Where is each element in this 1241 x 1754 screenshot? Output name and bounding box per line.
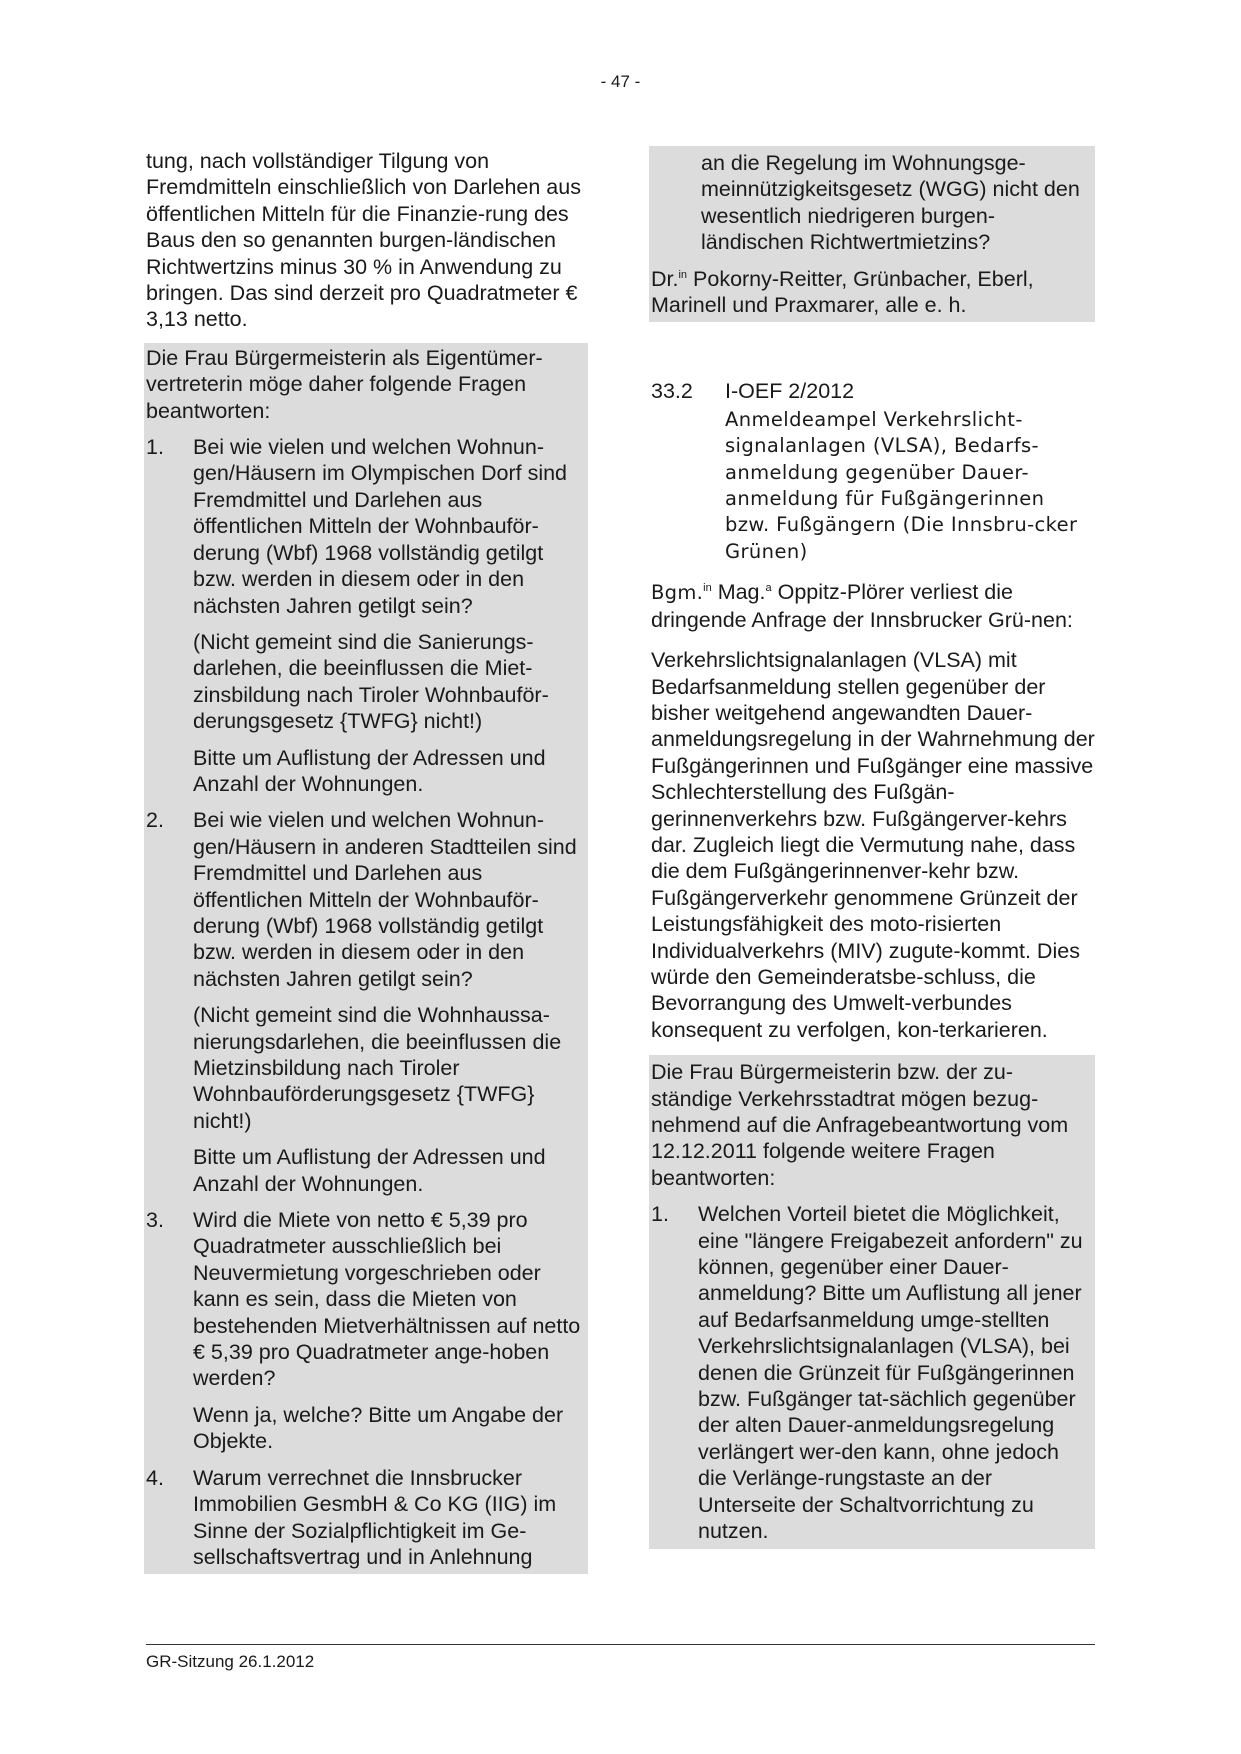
question-note: Wenn ja, welche? Bitte um Angabe der Objekte.	[193, 1402, 564, 1454]
question-extra: Bitte um Auflistung der Adressen und Anzahl der Wohnungen.	[193, 1145, 546, 1196]
question-text: Welchen Vorteil bietet die Möglichkeit, eine "längere Freigabezeit anfordern" zu können, gegenüber einer Dauer-anmeldung? Bitte um Auflistung all jener auf Bedarfsanmeldung umge-stellten Verkehrslichtsignalanlagen (VLSA), bei denen die Grünzeit für Fußgängerinnen bzw. Fußgänger tat-sächlich gegenüber der alten Dauer-anmeldungsregelung verlängert wer-den kann, ohne jedoch die Verlänge-rungstaste an der Unterseite der Schaltvorrichtung zu nutzen.	[698, 1202, 1083, 1544]
question-item	[146, 807, 586, 1197]
signers-sup: in	[678, 268, 688, 281]
question-number: 1.	[146, 435, 164, 460]
mayor-line	[651, 579, 1095, 633]
question-item	[146, 434, 586, 797]
question-item	[651, 1201, 1093, 1544]
question-number: 1.	[651, 1202, 669, 1227]
question-number: 4.	[146, 1465, 164, 1490]
page-number: - 47 -	[600, 72, 641, 91]
question-number: 2.	[146, 808, 164, 833]
bgm-sup: in	[703, 582, 712, 595]
right-continuation-box	[649, 146, 1095, 322]
signers-line	[651, 266, 1093, 319]
bgm-rest: Oppitz-Plörer verliest die dringende Anfrage der Innsbrucker Grü-nen:	[651, 580, 1073, 632]
right-request-text: Die Frau Bürgermeisterin bzw. der zu-ständige Verkehrsstadtrat mögen bezug-nehmend auf die Anfragebeantwortung vom 12.12.2011 folgende weitere Fragen beantworten:	[651, 1060, 1069, 1190]
bgm-sup: a	[765, 582, 772, 595]
question-note: (Nicht gemeint sind die Wohnhaussa-nierungsdarlehen, die beeinflussen die Mietzinsbildung nach Tiroler Wohnbauförderungsgesetz {TWFG} nicht!)	[193, 1003, 562, 1133]
signers-names: Pokorny-Reitter, Grünbacher, Eberl, Marinell und Praxmarer, alle e. h.	[651, 266, 1034, 318]
signers-prefix: Dr.	[651, 266, 679, 291]
question-text: Bei wie vielen und welchen Wohnun-gen/Häusern in anderen Stadtteilen sind Fremdmittel und Darlehen aus öffentlichen Mitteln der Wohnbauför-derung (Wbf) 1968 vollständig getilgt bzw. werden in diesem oder in den nächsten Jahren getilgt sein?	[193, 808, 577, 991]
left-request-text: Die Frau Bürgermeisterin als Eigentümer-vertreterin möge daher folgende Fragen beantworten:	[146, 345, 543, 423]
section-heading	[651, 378, 1095, 404]
left-request-box	[144, 343, 588, 1574]
continuation-text: an die Regelung im Wohnungsge-meinnützigkeitsgesetz (WGG) nicht den wesentlich niedrigeren burgen-ländischen Richtwertmietzins?	[701, 151, 1080, 255]
body-paragraph: Verkehrslichtsignalanlagen (VLSA) mit Bedarfsanmeldung stellen gegenüber der bisher weitgehend angewandten Dauer-anmeldungsregelung in der Wahrnehmung der Fußgängerinnen und Fußgänger eine massive Schlechterstellung des Fußgän-gerinnenverkehrs bzw. Fußgängerver-kehrs dar. Zugleich liegt die Vermutung nahe, dass die dem Fußgängerinnenver-kehr bzw. Fußgängerverkehr genommene Grünzeit der Leistungsfähigkeit des moto-risierten Individualverkehrs (MIV) zugute-kommt. Dies würde den Gemeinderatsbe-schluss, die Bevorrangung des Umwelt-verbundes konsequent zu verfolgen, kon-terkarieren.	[651, 648, 1095, 1042]
bgm-prefix: Bgm.	[651, 581, 704, 605]
right-column	[651, 146, 1095, 1549]
question-item	[146, 1465, 586, 1571]
question-item	[146, 1207, 586, 1455]
question-number: 3.	[146, 1208, 164, 1233]
footer-text: GR-Sitzung 26.1.2012	[146, 1652, 315, 1671]
right-request-box	[649, 1055, 1095, 1548]
question-extra: Bitte um Auflistung der Adressen und Anzahl der Wohnungen.	[193, 745, 546, 796]
footer-divider	[146, 1644, 1095, 1645]
left-intro-paragraph: tung, nach vollständiger Tilgung von Fremdmitteln einschließlich von Darlehen aus öffentlichen Mitteln für die Finanzie-rung des Baus den so genannten burgen-ländischen Richtwertzins minus 30 % in Anwendung zu bringen. Das sind derzeit pro Quadratmeter € 3,13 netto.	[146, 149, 581, 332]
bgm-mid: Mag.	[711, 580, 766, 605]
section-number: 33.2	[651, 379, 693, 404]
left-column	[146, 148, 588, 1574]
question-text: Warum verrechnet die Innsbrucker Immobilien GesmbH & Co KG (IIG) im Sinne der Sozialpflichtigkeit im Ge-sellschaftsvertrag und in Anlehnung	[193, 1465, 557, 1569]
question-note: (Nicht gemeint sind die Sanierungs-darlehen, die beeinflussen die Miet-zinsbildung nach Tiroler Wohnbauför-derungsgesetz {TWFG} nicht!)	[193, 629, 549, 734]
section-title: Anmeldeampel Verkehrslicht-signalanlagen (VLSA), Bedarfs-anmeldung gegenüber Dauer-anmeldung für Fußgängerinnen bzw. Fußgängern (Die Innsbru-cker Grünen)	[725, 407, 1078, 563]
section-code: I-OEF 2/2012	[725, 379, 855, 404]
question-text: Bei wie vielen und welchen Wohnun-gen/Häusern im Olympischen Dorf sind Fremdmittel und Darlehen aus öffentlichen Mitteln der Wohnbauför-derung (Wbf) 1968 vollständig getilgt bzw. werden in diesem oder in den nächsten Jahren getilgt sein?	[193, 435, 568, 618]
question-text: Wird die Miete von netto € 5,39 pro Quadratmeter ausschließlich bei Neuvermietung vorgeschrieben oder kann es sein, dass die Mieten von bestehenden Mietverhältnissen auf netto € 5,39 pro Quadratmeter ange-hoben werden?	[193, 1208, 581, 1391]
